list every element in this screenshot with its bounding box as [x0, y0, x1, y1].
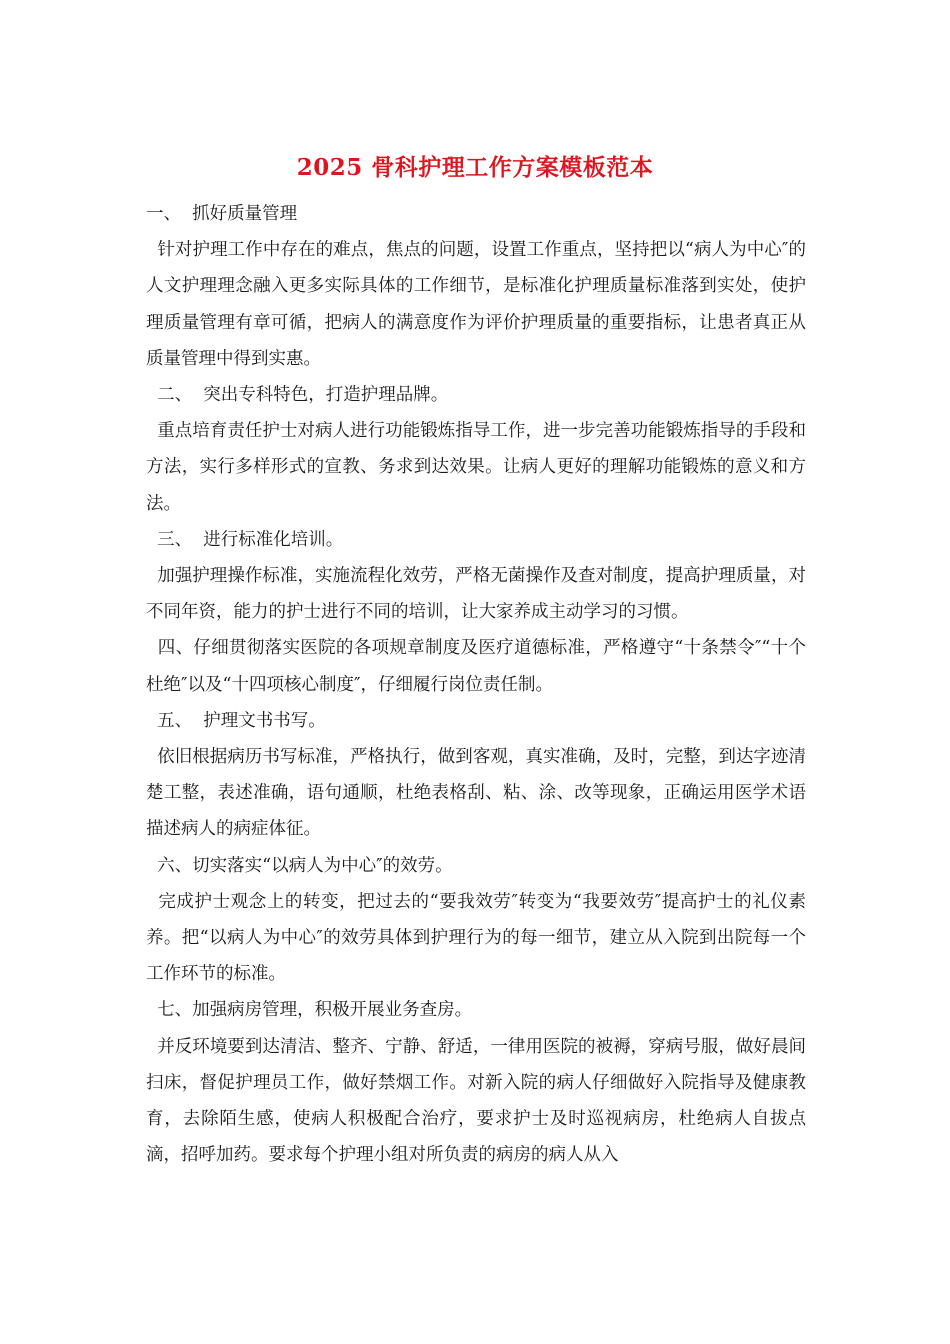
body-paragraph: 加强护理操作标准，实施流程化效劳，严格无菌操作及查对制度，提高护理质量，对不同年资，能力的护士进行不同的培训，让大家养成主动学习的习惯。	[146, 566, 806, 623]
body-paragraph: 四、仔细贯彻落实医院的各项规章制度及医疗道德标准，严格遵守“十条禁令″“十个杜绝″以及“十四项核心制度″，仔细履行岗位责任制。	[146, 638, 806, 695]
section-heading: 七、加强病房管理，积极开展业务查房。	[146, 1000, 473, 1021]
section-heading: 六、切实落实“以病人为中心″的效劳。	[146, 855, 453, 876]
document-title: 2025 骨科护理工作方案模板范本	[296, 154, 654, 181]
section-heading: 二、 突出专科特色，打造护理品牌。	[146, 385, 449, 406]
section-heading: 三、 进行标准化培训。	[146, 529, 344, 550]
body-paragraph: 并反环境要到达清洁、整齐、宁静、舒适，一律用医院的被褥，穿病号服，做好晨间扫床，督促护理员工作，做好禁烟工作。对新入院的病人仔细做好入院指导及健康教育，去除陌生感，使病人积极配合治疗，要求护士及时巡视病房，杜绝病人自拔点滴，招呼加药。要求每个护理小组对所负责的病房的病人从入	[146, 1036, 806, 1166]
section-heading: 五、 护理文书书写。	[146, 710, 326, 731]
body-paragraph: 重点培育责任护士对病人进行功能锻炼指导工作，进一步完善功能锻炼指导的手段和方法，实行多样形式的宣教、务求到达效果。让病人更好的理解功能锻炼的意义和方法。	[146, 421, 806, 514]
body-paragraph: 依旧根据病历书写标准，严格执行，做到客观，真实准确，及时，完整，到达字迹清楚工整，表述准确，语句通顺，杜绝表格刮、粘、涂、改等现象，正确运用医学术语描述病人的病症体征。	[146, 747, 806, 840]
body-paragraph: 完成护士观念上的转变，把过去的“要我效劳″转变为“我要效劳″提高护士的礼仪素养。把“以病人为中心″的效劳具体到护理行为的每一细节，建立从入院到出院每一个工作环节的标准。	[146, 891, 806, 985]
body-paragraph: 针对护理工作中存在的难点，焦点的问题，设置工作重点，坚持把以“病人为中心″的人文护理理念融入更多实际具体的工作细节，是标准化护理质量标准落到实处，使护理质量管理有章可循，把病人的满意度作为评价护理质量的重要指标，让患者真正从质量管理中得到实惠。	[146, 240, 806, 369]
document-body	[146, 196, 806, 1173]
section-heading: 一、 抓好质量管理	[146, 204, 298, 224]
